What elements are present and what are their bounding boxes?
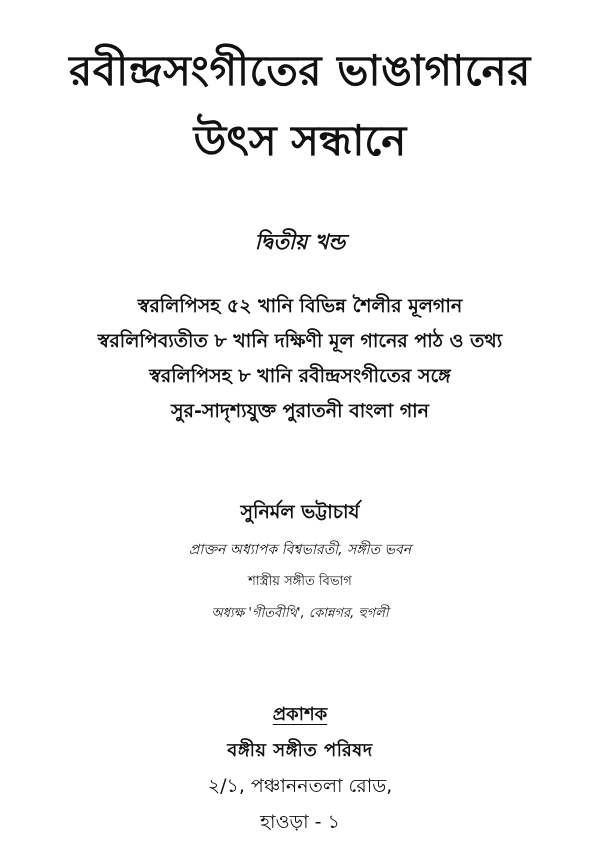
description-line-1: স্বরলিপিসহ ৫২ খানি বিভিন্ন শৈলীর মূলগান bbox=[137, 295, 463, 317]
description-line-3: স্বরলিপিসহ ৮ খানি রবীন্দ্রসংগীতের সঙ্গে bbox=[149, 365, 451, 387]
description-line-4: সুর-সাদৃশ্যযুক্ত পুরাতনী বাংলা গান bbox=[170, 400, 430, 422]
author-name: সুনির্মল ভট্টাচার্য bbox=[240, 501, 360, 523]
publisher-address-1: ২/১, পঞ্চাননতলা রোড, bbox=[207, 775, 393, 797]
author-role-1: প্রাক্তন অধ্যাপক বিশ্বভারতী, সঙ্গীত ভবন bbox=[188, 542, 412, 558]
author-role-2: শাস্ত্রীয় সঙ্গীত বিভাগ bbox=[248, 574, 352, 589]
book-title-line-1: রবীন্দ্রসংগীতের ভাঙাগানের bbox=[69, 46, 531, 95]
publisher-address-2: হাওড়া - ১ bbox=[260, 811, 340, 833]
book-title-line-2: উৎস সন্ধানে bbox=[193, 116, 407, 165]
author-role-3: অধ্যক্ষ 'গীতবীথি', কোন্নগর, হুগলী bbox=[211, 606, 389, 621]
publisher-label bbox=[0, 700, 600, 731]
volume-label: দ্বিতীয় খন্ড bbox=[254, 230, 346, 254]
publisher-label-text: প্রকাশক bbox=[272, 704, 328, 725]
description-line-2: স্বরলিপিব্যতীত ৮ খানি দক্ষিণী মূল গানের পাঠ ও তথ্য bbox=[97, 330, 503, 352]
publisher-name: বঙ্গীয় সঙ্গীত পরিষদ bbox=[227, 740, 373, 761]
